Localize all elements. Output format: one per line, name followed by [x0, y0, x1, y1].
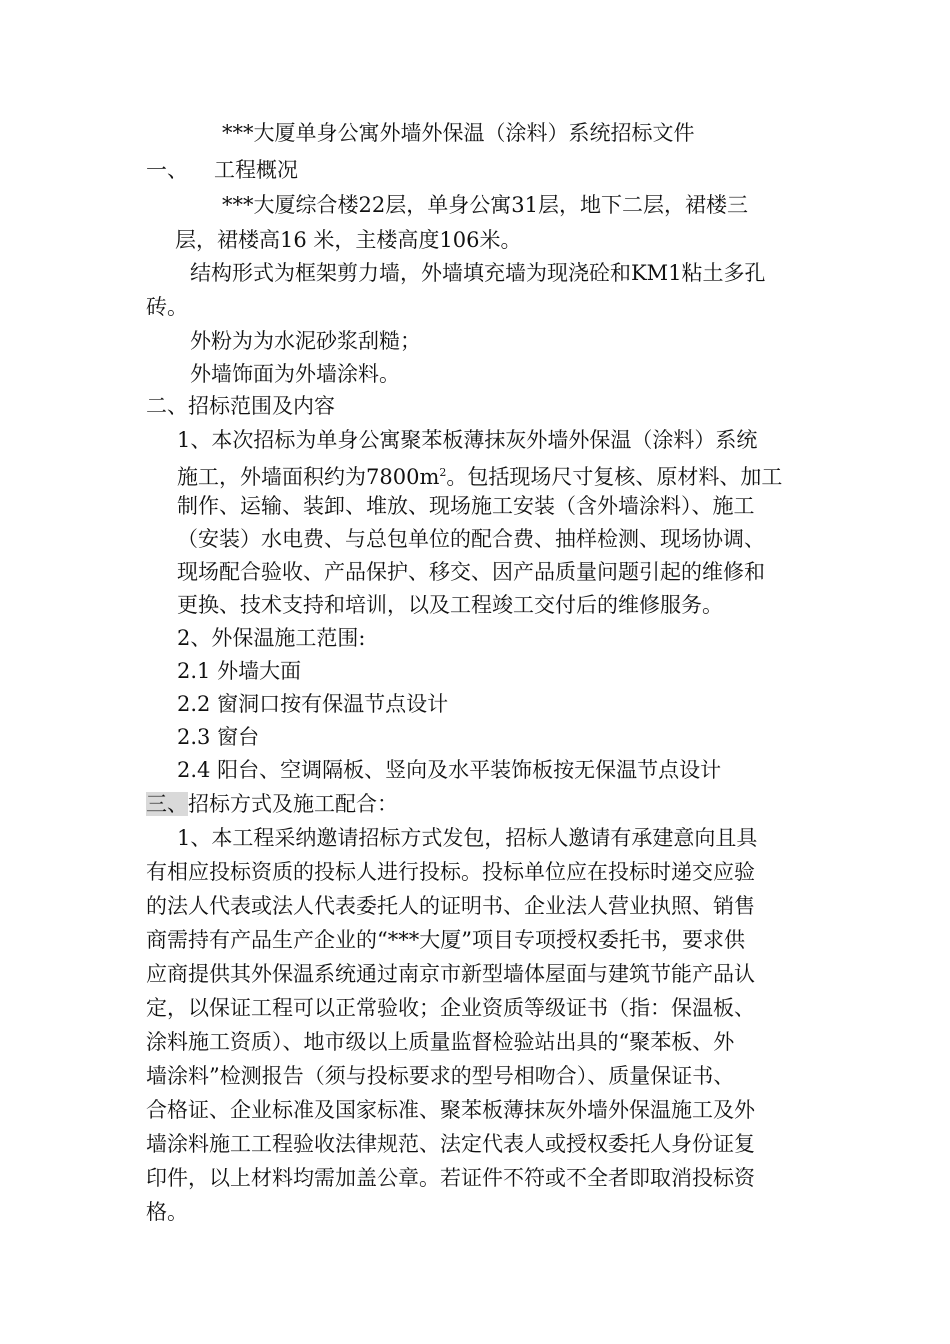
section-2-subitem: 2.4 阳台、空调隔板、竖向及水平装饰板按无保温节点设计: [177, 758, 722, 782]
section-2-subitem: 2.2 窗洞口按有保温节点设计: [177, 692, 449, 716]
section-1-para: 砖。: [146, 295, 188, 319]
section-1-para: 结构形式为框架剪力墙，外墙填充墙为现浇砼和KM1粘土多孔: [190, 261, 766, 285]
section-1-number: 一、: [146, 158, 188, 182]
section-2-item: 2、外保温施工范围:: [177, 626, 366, 650]
section-3-para: 印件，以上材料均需加盖公章。若证件不符或不全者即取消投标资: [146, 1166, 755, 1190]
section-3-heading: 招标方式及施工配合：: [188, 792, 398, 816]
section-2-item: [177, 458, 782, 488]
section-3-para: 合格证、企业标准及国家标准、聚苯板薄抹灰外墙外保温施工及外: [146, 1098, 755, 1122]
section-2-subitem: 2.1 外墙大面: [177, 659, 302, 683]
area-text-rest: 。包括现场尺寸复核、原材料、加工: [446, 465, 783, 489]
section-3-para: 有相应投标资质的投标人进行投标。投标单位应在投标时递交应验: [146, 860, 755, 884]
section-3-number: 三、: [146, 792, 188, 816]
section-2-item: 现场配合验收、产品保护、移交、因产品质量问题引起的维修和: [177, 560, 765, 584]
section-2-item: 制作、运输、装卸、堆放、现场施工安装（含外墙涂料）、施工: [177, 494, 755, 518]
document-title: ***大厦单身公寓外墙外保温（涂料）系统招标文件: [222, 121, 695, 145]
section-2-item: 更换、技术支持和培训，以及工程竣工交付后的维修服务。: [177, 593, 723, 617]
section-3-para: 墙涂料”检测报告（须与投标要求的型号相吻合）、质量保证书、: [146, 1064, 735, 1088]
section-3-para: 商需持有产品生产企业的“***大厦”项目专项授权委托书，要求供: [146, 928, 745, 952]
section-1-heading: 工程概况: [214, 158, 298, 182]
section-3-para: 定，以保证工程可以正常验收；企业资质等级证书（指：保温板、: [146, 996, 755, 1020]
section-2-item: 1、本次招标为单身公寓聚苯板薄抹灰外墙外保温（涂料）系统: [177, 428, 758, 452]
section-2-item: （安装）水电费、与总包单位的配合费、抽样检测、现场协调、: [177, 527, 765, 551]
section-2-subitem: 2.3 窗台: [177, 725, 260, 749]
section-1-para: 外墙饰面为外墙涂料。: [190, 362, 400, 386]
section-3-para: 1、本工程采纳邀请招标方式发包，招标人邀请有承建意向且具: [177, 826, 758, 850]
section-2-heading: 二、招标范围及内容: [146, 394, 335, 418]
area-text: 施工，外墙面积约为7800m: [177, 465, 440, 489]
section-3-heading-row: [146, 789, 398, 819]
section-1-para: 层，裙楼高16 米，主楼高度106米。: [175, 228, 522, 252]
section-3-para: 应商提供其外保温系统通过南京市新型墙体屋面与建筑节能产品认: [146, 962, 755, 986]
section-1-para: ***大厦综合楼22层，单身公寓31层，地下二层，裙楼三: [222, 193, 748, 217]
section-1-para: 外粉为为水泥砂浆刮糙；: [190, 329, 421, 353]
section-3-para: 的法人代表或法人代表委托人的证明书、企业法人营业执照、销售: [146, 894, 755, 918]
section-3-para: 格。: [146, 1200, 188, 1224]
area-superscript: 2: [439, 466, 447, 479]
section-3-para: 墙涂料施工工程验收法律规范、法定代表人或授权委托人身份证复: [146, 1132, 755, 1156]
section-3-para: 涂料施工资质）、地市级以上质量监督检验站出具的“聚苯板、外: [146, 1030, 735, 1054]
